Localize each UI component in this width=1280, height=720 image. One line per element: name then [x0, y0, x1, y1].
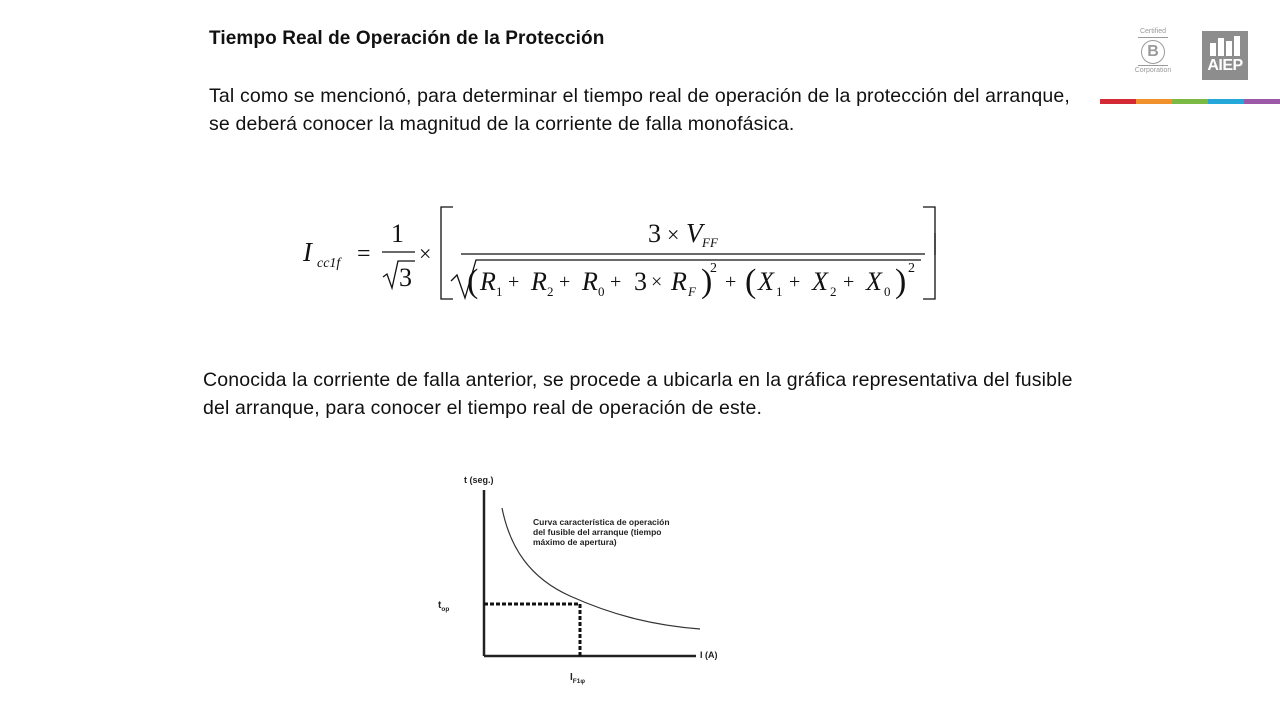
rf-sub: F [688, 284, 696, 299]
aiep-logo [1202, 31, 1248, 80]
x2-sub: 2 [830, 284, 837, 299]
strip-red [1100, 99, 1136, 104]
corporation-label: Corporation [1134, 67, 1172, 74]
x2-symbol: X [812, 267, 828, 296]
r1-sub: 1 [496, 284, 503, 299]
r0-symbol: R [582, 267, 598, 296]
right-bracket [923, 207, 935, 299]
r1-symbol: R [480, 267, 496, 296]
equals-sign: = [357, 241, 371, 267]
coef-numerator: 1 [391, 219, 404, 248]
fuse-curve-chart [430, 468, 750, 688]
if-marker-label: $I_{F1\varphi}$ [570, 672, 586, 685]
numerator-coef: 3 [648, 219, 661, 248]
certified-label: Certified [1139, 28, 1167, 35]
logo-divider [1138, 37, 1168, 38]
numerator-subscript: FF [702, 235, 718, 250]
lhs-symbol: I [303, 237, 312, 267]
b-letter: B [1141, 40, 1165, 64]
aiep-building-icon [1208, 36, 1242, 56]
plus-1: + [508, 271, 520, 293]
paragraph-chart-explanation: Conocida la corriente de falla anterior, se procede a ubicarla en la gráfica representativa del fusible del arranque, para conocer el tiempo real de operación de este. [203, 369, 1073, 419]
paragraph-intro: Tal como se mencionó, para determinar el tiempo real de operación de la protección del arranque, se deberá conocer la magnitud de la corriente de falla monofásica. [209, 85, 1070, 135]
strip-green [1172, 99, 1208, 104]
close-paren-r: ) [701, 263, 713, 300]
x0-symbol: X [866, 267, 882, 296]
times-2: × [651, 271, 663, 293]
plus-2: + [559, 271, 571, 293]
open-paren-r: ( [467, 263, 479, 300]
strip-blue [1208, 99, 1244, 104]
strip-orange [1136, 99, 1172, 104]
y-axis-label: t (seg.) [464, 475, 494, 485]
x1-sub: 1 [776, 284, 783, 299]
brand-color-strip [1100, 99, 1280, 104]
x0-sub: 0 [884, 284, 891, 299]
rf-symbol: R [671, 267, 687, 296]
numerator-symbol: V [686, 218, 703, 248]
coef-denominator: 3 [399, 263, 412, 292]
r0-sub: 0 [598, 284, 605, 299]
certified-b-corporation-logo [1131, 28, 1175, 82]
x-axis-label: I (A) [700, 650, 718, 660]
exponent-x: 2 [908, 261, 915, 276]
lhs-subscript: cc1f [317, 256, 341, 271]
left-bracket [441, 207, 453, 299]
fault-current-formula [295, 195, 955, 305]
open-paren-x: ( [745, 263, 757, 300]
aiep-wordmark: AIEP [1207, 57, 1243, 74]
curve-annotation-line2: del fusible del arranque (tiempo [533, 527, 662, 537]
slide-title: Tiempo Real de Operación de la Protección [209, 28, 605, 49]
r2-sub: 2 [547, 284, 554, 299]
three-coef: 3 [634, 267, 647, 296]
logo-divider [1138, 65, 1168, 66]
curve-annotation-line3: máximo de apertura) [533, 537, 617, 547]
r2-symbol: R [531, 267, 547, 296]
plus-4: + [725, 271, 737, 293]
plus-6: + [843, 271, 855, 293]
curve-annotation-line1: Curva característica de operación [533, 517, 670, 527]
close-paren-x: ) [895, 263, 907, 300]
exponent-r: 2 [710, 261, 717, 276]
plus-3: + [610, 271, 622, 293]
plus-5: + [789, 271, 801, 293]
numerator-times: × [667, 222, 680, 247]
top-marker-label: $t_{op}$ [438, 600, 450, 613]
times-sign: × [419, 241, 432, 266]
strip-purple [1244, 99, 1280, 104]
x1-symbol: X [758, 267, 774, 296]
